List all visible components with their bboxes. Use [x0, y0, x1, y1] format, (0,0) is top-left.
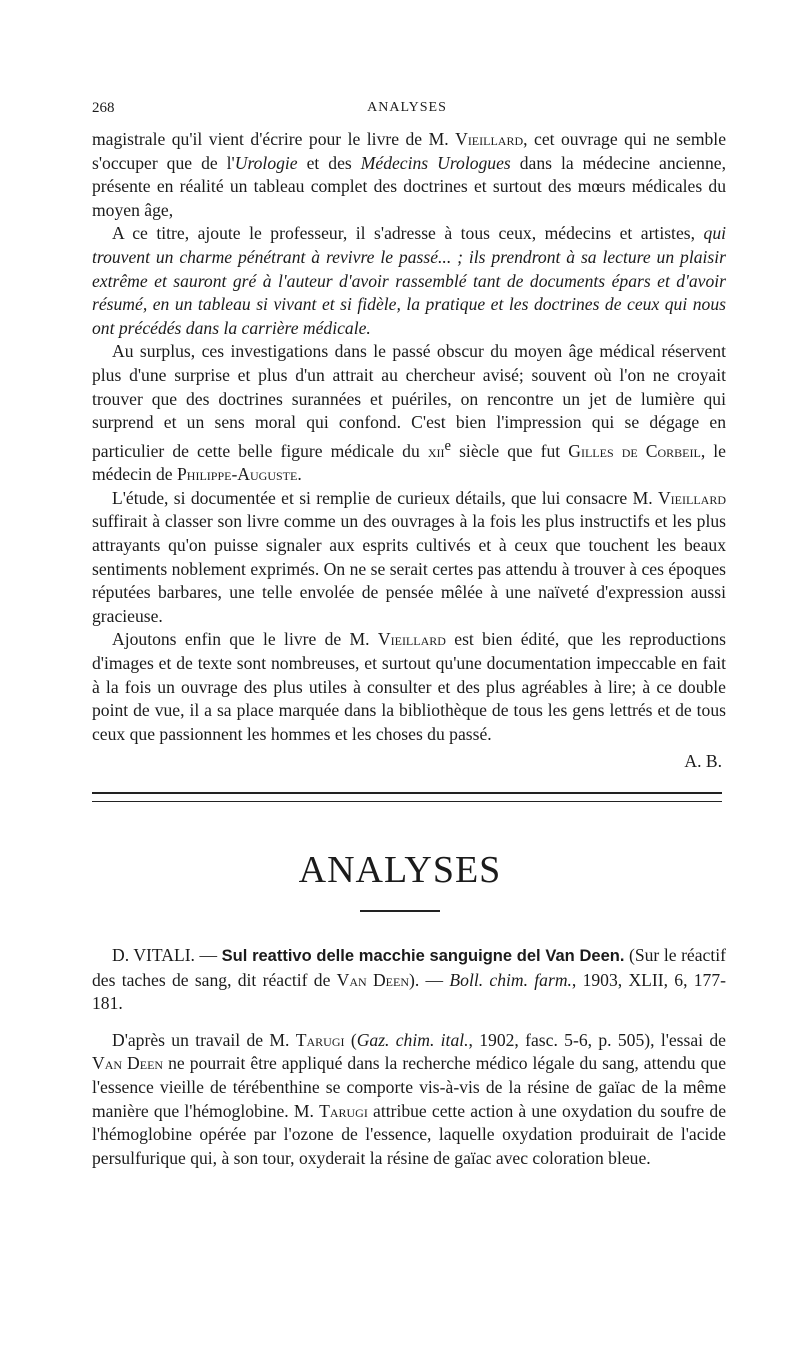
text: L'étude, si documentée et si remplie de curieux détails, que lui consacre M.: [112, 487, 658, 508]
text: Au surplus, ces investigations dans le passé obscur du moyen âge médical réservent plus d'une surprise et plus d'un attrait au chercheur avisé; souvent où l'on ne croyait trouver que des doctrines surannées et puériles, on rencontre un jet de lumière qui surprend et un sens moral qui confond. C'est bien l'impression qui se dégage en particulier de cette belle figure médicale du: [92, 341, 726, 461]
text: , cet ouvrage qui ne semble s'occuper que de l': [92, 129, 727, 173]
citation: , 1903, XLII, 6, 177-181.: [92, 969, 727, 1014]
text: et des: [297, 152, 361, 173]
italic-text: Médecins Urologues: [360, 152, 511, 173]
title-underline: [360, 910, 440, 912]
text: siècle que fut: [451, 440, 569, 461]
text: , le médecin de: [92, 440, 726, 485]
signature: A. B.: [684, 751, 722, 772]
article-title: Sul reattivo delle macchie sanguigne del Van Deen.: [221, 947, 625, 965]
text: suffirait à classer son livre comme un des ouvrages à la fois les plus instructifs et les plus attrayants qu'on puisse signaler aux esprits cultivés et à ceux que touchent les beaux sentiments noblement exprimés. On ne se serait certes pas attendu à trouver à ces époques réputées barbares, une telle envolée de pensée mêlée à une naïveté d'expression aussi gracieuse.: [92, 511, 726, 626]
superscript: e: [444, 437, 452, 454]
paragraph: [92, 487, 726, 629]
person-name: Van Deen: [92, 1053, 164, 1074]
journal-name: Gaz. chim. ital.: [356, 1029, 469, 1050]
text: magistrale qu'il vient d'écrire pour le livre de M.: [92, 129, 456, 149]
italic-text: Urologie: [234, 152, 298, 173]
text: attribue cette action à une oxydation du soufre de l'hémoglobine opérée par l'ozone de l'essence, laquelle oxydation produirait de l'acide persulfurique qui, à son tour, oxyderait la résine de gaïac avec coloration bleue.: [92, 1100, 727, 1168]
paragraph: [92, 1029, 726, 1171]
author: D. VITALI. —: [112, 945, 222, 965]
text: ). —: [409, 969, 450, 990]
person-name: Vieillard: [657, 487, 726, 508]
section-divider: [92, 792, 722, 802]
person-name: Tarugi: [295, 1029, 345, 1050]
person-name: Philippe-Auguste: [177, 464, 298, 485]
paragraph: [92, 128, 726, 222]
person-name: Vieillard: [377, 629, 446, 650]
text: D'après un travail de M.: [112, 1029, 296, 1050]
person-name: Tarugi: [319, 1100, 368, 1121]
text: .: [297, 464, 302, 485]
text: (: [344, 1029, 357, 1050]
paragraph: [92, 222, 726, 340]
section-title: ANALYSES: [298, 849, 502, 891]
text: ne pourrait être appliqué dans la recherche médico légale du sang, attendu que l'essence vieille de térébenthine se comporte vis-à-vis de la résine de gaïac de la même manière que l'hémoglobine. M.: [92, 1053, 727, 1121]
text: A ce titre, ajoute le professeur, il s'adresse à tous ceux, médecins et artistes,: [112, 223, 704, 244]
running-header: [92, 100, 722, 124]
text: (Sur le réactif des taches de sang, dit réactif de: [92, 945, 726, 990]
text: Ajoutons enfin que le livre de M.: [112, 629, 378, 650]
entry-heading: [92, 944, 726, 1016]
text: dans la médecine ancienne, présente en réalité un tableau complet des doctrines et surtout des mœurs médicales du moyen âge,: [92, 152, 726, 220]
person-name: Van Deen: [336, 969, 410, 990]
text: est bien édité, que les reproductions d'images et de texte sont nombreuses, et surtout qu'une documentation impeccable en fait à la fois un ouvrage des plus utiles à consulter et des plus agréables à lire; à ce double point de vue, il a sa place marquée dans la bibliothèque de tous les gens lettrés et de tous ceux que passionnent les hommes et les choses du passé.: [92, 629, 726, 744]
italic-quote: qui trouvent un charme pénétrant à revivre le passé... ; ils prendront à sa lecture un plaisir extrême et sauront gré à l'auteur d'avoir rassemblé tant de documents épars et d'avoir résumé, en un tableau si vivant et si fidèle, la pratique et les doctrines de ceux qui nous ont précédés dans la carrière médicale.: [92, 223, 726, 338]
century-numeral: xii: [427, 440, 445, 461]
person-name: Gilles de Corbeil: [568, 440, 701, 461]
journal-name: Boll. chim. farm.: [449, 969, 572, 990]
person-name: Vieillard: [455, 129, 524, 149]
paragraph: [92, 340, 726, 486]
analysis-entry: [92, 944, 726, 1170]
review-text: [92, 128, 726, 774]
page-number: 268: [92, 100, 115, 116]
paragraph: [92, 628, 726, 746]
running-title: ANALYSES: [367, 100, 447, 115]
text: , 1902, fasc. 5-6, p. 505), l'essai de: [468, 1029, 726, 1050]
